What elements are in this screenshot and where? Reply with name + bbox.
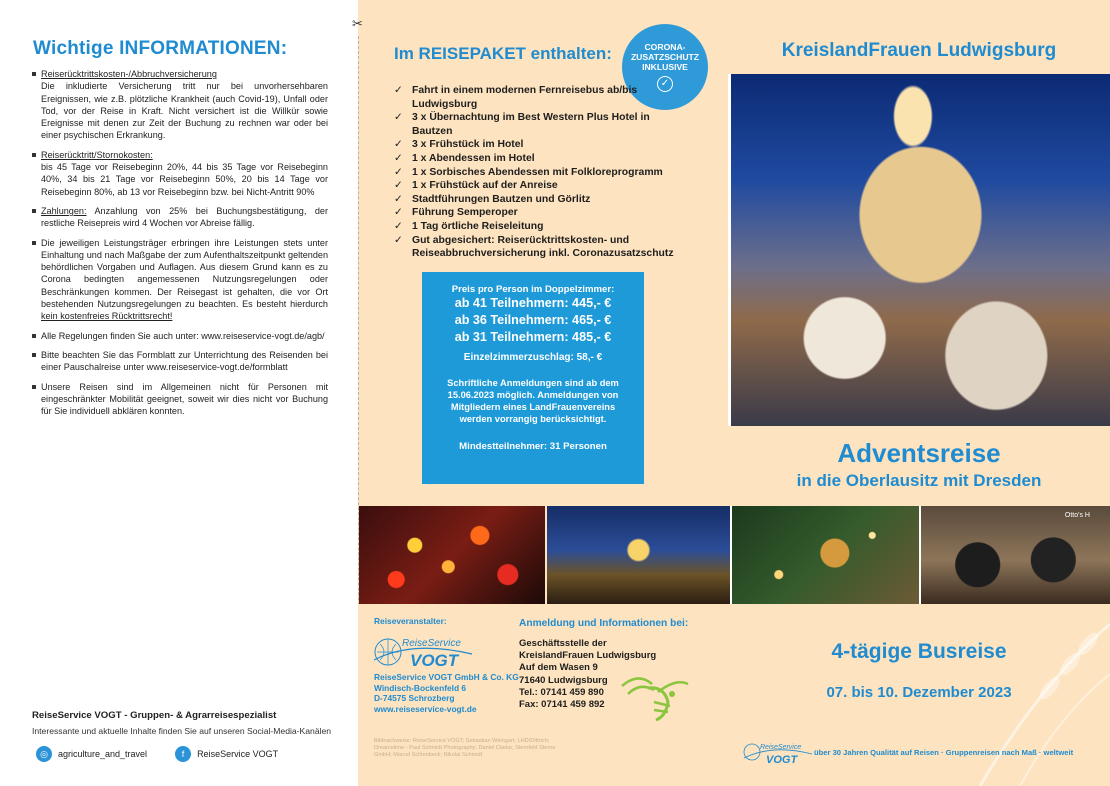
badge-line-3: INKLUSIVE xyxy=(642,62,688,72)
organizer-city: D-74575 Schrozberg xyxy=(374,693,455,704)
info-item-agb xyxy=(32,330,328,342)
logo-top-text: ReiseService xyxy=(402,638,461,649)
contact-heading: Anmeldung und Informationen bei: xyxy=(519,618,689,629)
info-title: Wichtige INFORMATIONEN: xyxy=(33,38,288,59)
formblatt-text: Bitte beachten Sie das Formblatt zur Unterrichtung des Reisenden bei einer Pauschalreise unter www.reiseservice-vogt.de/formblatt xyxy=(41,349,328,373)
price-box xyxy=(422,272,644,484)
insurance-heading: Reiserücktrittskosten-/Abbruchversicherung xyxy=(41,69,217,79)
price-36: ab 36 Teilnehmern: 465,- € xyxy=(454,313,612,327)
info-item-regulations xyxy=(32,237,328,323)
badge-line-1: CORONA- xyxy=(644,42,686,52)
info-item-formblatt xyxy=(32,349,328,374)
bee-logo-icon xyxy=(618,668,694,724)
facebook-handle[interactable]: ReiseService VOGT xyxy=(197,749,279,759)
christmas-market-photo xyxy=(547,506,730,604)
package-item: ✓ 1 x Sorbisches Abendessen mit Folkloreprogramm xyxy=(394,166,684,180)
cancellation-heading: Reiserücktritt/Stornokosten: xyxy=(41,149,153,160)
trip-info-panel xyxy=(728,604,1110,786)
shop-sign: Otto's H xyxy=(1064,512,1090,519)
reiseservice-vogt-small-logo xyxy=(742,738,814,766)
package-item: ✓ 3 x Frühstück im Hotel xyxy=(394,138,684,152)
footer-text: Interessante und aktuelle Inhalte finden Sie auf unseren Social-Media-Kanälen xyxy=(32,726,332,736)
package-item: ✓ Stadtführungen Bautzen und Görlitz xyxy=(394,193,684,207)
trip-dates: 07. bis 10. Dezember 2023 xyxy=(826,684,1012,701)
contact-line: KreislandFrauen Ludwigsburg xyxy=(519,650,657,662)
reiseservice-vogt-logo xyxy=(372,630,482,672)
single-room-surcharge: Einzelzimmerzuschlag: 58,- € xyxy=(463,352,603,363)
trip-subtitle: in die Oberlausitz mit Dresden xyxy=(796,471,1042,490)
price-31: ab 31 Teilnehmern: 485,- € xyxy=(454,330,612,344)
contact-fax: Fax: 07141 459 892 xyxy=(519,699,605,711)
package-item: ✓ 1 x Frühstück auf der Anreise xyxy=(394,179,684,193)
info-list xyxy=(32,68,328,424)
contact-phone[interactable]: Tel.: 07141 459 890 xyxy=(519,686,604,698)
mobility-text: Unsere Reisen sind im Allgemeinen nicht für Personen mit eingeschränkter Mobilität geeignet, soweit wir dies nicht vor Buchung für Sie individuell abklären konnten. xyxy=(41,381,328,417)
package-item: ✓ Gut abgesichert: Reiserücktrittskosten- und Reiseabbruchversicherung inkl. Coronazusatzschutz xyxy=(394,234,684,261)
contact-line: Auf dem Wasen 9 xyxy=(519,662,598,674)
info-item-insurance xyxy=(32,68,328,142)
info-item-cancellation xyxy=(32,149,328,198)
footer-title: ReiseService VOGT - Gruppen- & Agrarreisespezialist xyxy=(32,710,277,721)
organizer-company: ReiseService VOGT GmbH & Co. KG xyxy=(374,672,519,682)
org-title: KreislandFrauen Ludwigsburg xyxy=(781,40,1057,61)
left-footer xyxy=(32,710,331,736)
company-tagline: über 30 Jahren Qualität auf Reisen · Gruppenreisen nach Maß · weltweit xyxy=(814,748,1074,757)
facebook-icon: f xyxy=(175,746,191,762)
scissors-icon: ✂ xyxy=(352,16,363,31)
trip-title: Adventsreise xyxy=(837,438,1001,468)
package-item: ✓ 1 Tag örtliche Reiseleitung xyxy=(394,220,684,234)
right-header xyxy=(728,0,1110,74)
no-free-cancellation: kein kostenfreies Rücktrittsrecht! xyxy=(41,311,173,322)
organizer-label: Reiseveranstalter: xyxy=(374,616,447,626)
check-circle-icon: ✓ xyxy=(657,76,673,92)
price-title: Preis pro Person im Doppelzimmer: xyxy=(451,284,615,295)
trip-heading xyxy=(728,426,1110,506)
package-item: ✓ 3 x Übernachtung im Best Western Plus Hotel in Bautzen xyxy=(394,111,684,138)
info-panel xyxy=(0,0,358,786)
minimum-participants: Mindestteilnehmer: 31 Personen xyxy=(459,441,607,452)
small-logo-bottom: VOGT xyxy=(766,754,798,766)
insurance-text: Die inkludierte Versicherung tritt nur bei unvorhersehbaren Ereignissen, wie z.B. plötzliche Krankheit (auch Covid-19), Unfall oder Tod, vor der Reise in Kraft. Nicht versichert ist die Willkür sowie Ereignisse mit denen zur Zeit der Buchung zu rechnen war oder bei einer psychischen Erkrankung. xyxy=(41,81,328,141)
regulations-text: Die jeweiligen Leistungsträger erbringen ihre Leistungen stets unter Einhaltung und nach Maßgabe der zum Aufenthaltszeitpunkt geltenden behördlichen Vorgaben und Auflagen. Aus diesem Grund kann es zu Corona bedingten angemessenen Nutzungsregelungen oder Beschränkungen kommen. Der Reisegast ist gehalten, die vor Ort bestehenden Nutzungsregelungen zu beachten. Es besteht hierdurch xyxy=(41,237,328,310)
agb-text: Alle Regelungen finden Sie auch unter: www.reiseservice-vogt.de/agb/ xyxy=(41,330,325,341)
logo-bottom-text: VOGT xyxy=(410,651,459,670)
payments-heading: Zahlungen: xyxy=(41,205,87,216)
stars-photo xyxy=(359,506,545,604)
instagram-handle[interactable]: agriculture_and_travel xyxy=(58,749,148,759)
package-list xyxy=(394,84,684,261)
contact-line: 71640 Ludwigsburg xyxy=(519,674,608,686)
package-item: ✓ 1 x Abendessen im Hotel xyxy=(394,152,684,166)
package-item: ✓ Führung Semperoper xyxy=(394,206,684,220)
organizer-address xyxy=(374,672,519,714)
social-links xyxy=(36,746,278,762)
organizer-street: Windisch-Bockenfeld 6 xyxy=(374,682,467,693)
payments-text: Anzahlung von 25% bei Buchungsbestätigung, der restliche Reisepreis wird 4 Wochen vor Abreise fällig. xyxy=(41,205,328,229)
miners-photo xyxy=(921,506,1110,604)
package-item: ✓ Fahrt in einem modernen Fernreisebus ab/bis Ludwigsburg xyxy=(394,84,684,111)
instagram-icon: ◎ xyxy=(36,746,52,762)
dresden-photo xyxy=(731,74,1110,426)
organizer-website[interactable]: www.reiseservice-vogt.de xyxy=(374,703,477,714)
cancellation-text: bis 45 Tage vor Reisebeginn 20%, 44 bis 35 Tage vor Reisebeginn 40%, 34 bis 21 Tage vor Reisebeginn 50%, 20 bis 14 Tage vor Reisebeginn 80%, ab 13 vor Reisebeginn bzw. bei Nicht-Antritt 90% xyxy=(41,162,328,197)
price-41: ab 41 Teilnehmern: 445,- € xyxy=(454,296,612,310)
info-item-mobility xyxy=(32,381,328,418)
package-title: Im REISEPAKET enthalten: xyxy=(394,44,612,63)
badge-line-2: ZUSATZSCHUTZ xyxy=(630,52,700,62)
contact-line: Geschäftsstelle der xyxy=(519,638,607,649)
ornament-photo xyxy=(732,506,919,604)
info-item-payments xyxy=(32,205,328,230)
registration-note: Schriftliche Anmeldungen sind ab dem 15.06.2023 möglich. Anmeldungen von Mitgliedern eines LandFrauenvereins werden vorrangig berücksichtigt. xyxy=(447,378,619,424)
small-logo-top: ReiseService xyxy=(760,744,802,751)
contact-panel xyxy=(358,604,728,786)
bus-trip-title: 4-tägige Busreise xyxy=(831,640,1007,663)
image-credits: Bildnachweise: ReiseService VOGT; Sebastian Weingart; LHD/Dittrich; Dreamstime - Paul Schmidt Photography; Daniel Clarke; Sternfeld Sterne GmbH; Marcel Schlenbeck; Nikolai Schmidt xyxy=(374,738,556,758)
